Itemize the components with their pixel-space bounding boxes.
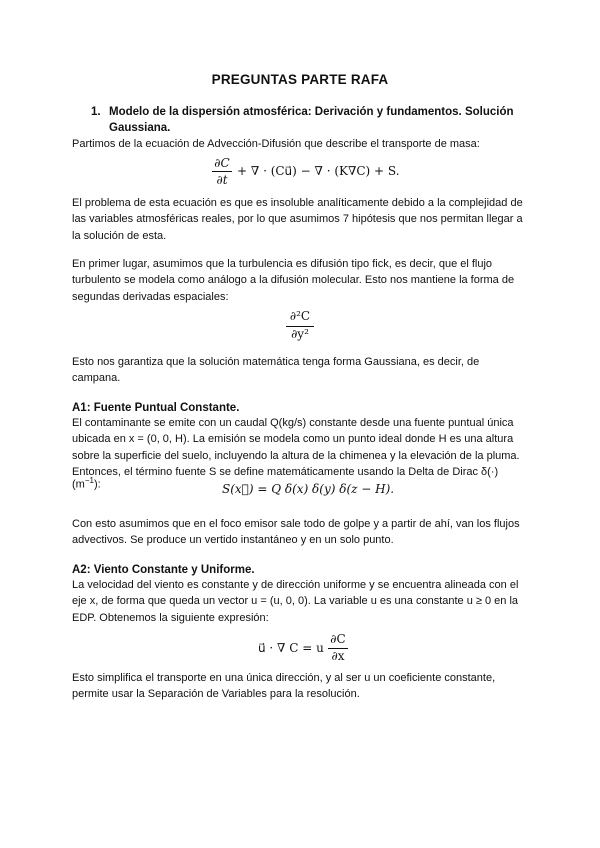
eq-lhs: u⃗ · ∇ C = u [258,641,324,655]
paragraph-intro: Partimos de la ecuación de Advección-Difusión que describe el transporte de masa: [72,138,480,150]
heading-a1: A1: Fuente Puntual Constante. [72,402,240,414]
equation-second-derivative [284,309,316,345]
heading-a2: A2: Viento Constante y Uniforme. [72,564,255,576]
paragraph-insoluble: El problema de esta ecuación es que es insoluble analíticamente debido a la complejidad de las variables atmosféricas reales, por lo que asumimos 7 hipótesis que nos permitan llegar a la solución de esta. [72,197,523,242]
eq-denominator: ∂x [331,649,345,663]
section-title: Modelo de la dispersión atmosférica: Derivación y fundamentos. Solución Gaussiana. [109,106,514,134]
equation-advection-diffusion [212,156,412,190]
eq-denominator: ∂t [216,173,228,187]
eq-denominator: ∂y² [291,327,309,341]
paragraph-fick: En primer lugar, asumimos que la turbulencia es difusión tipo fick, es decir, que el flujo turbulento se modela como análogo a la difusión molecular. Esto nos mantiene la forma de segundas derivadas espaciales: [72,258,515,303]
paragraph-gaussian: Esto nos garantiza que la solución matemática tenga forma Gaussiana, es decir, de campana. [72,356,480,385]
paragraph-a2-after: Esto simplifica el transporte en una única dirección, y al ser u un coeficiente constante, permite usar la Separación de Variables para la resolución. [72,672,496,701]
section-number: 1. [91,106,101,118]
page-title: PREGUNTAS PARTE RAFA [211,72,389,87]
eq-fraction-bar [212,171,232,172]
equation-wind [258,632,358,668]
paragraph-a2: La velocidad del viento es constante y de dirección uniforme y se encuentra alineada con el eje x, de forma que queda un vector u = (u, 0, 0). La variable u es una constante u ≥ 0 en la EDP. Obtenemos la siguiente expresión: [72,579,519,624]
eq-terms: + ∇ · (Cu⃗) − ∇ · (K∇C) + S. [237,164,400,178]
paragraph-a1: El contaminante se emite con un caudal Q(kg/s) constante desde una fuente puntual única ubicada en x = (0, 0, H). La emisión se modela como un punto ideal donde H es una altura sobre la superficie del suelo, incluyendo la altura de la chimenea y la elevación de la pluma. Entonces, el término fuente S se define matemáticamente usando la Delta de Dirac δ(·) [72,417,520,478]
eq-numerator: ∂²C [289,309,311,323]
units-label: $(m^{-1})$: [72,476,101,491]
eq-numerator: ∂C [214,156,230,170]
section-heading [91,104,531,136]
equation-source-term: S(x⃗) = Q δ(x) δ(y) δ(z − H). [222,482,395,496]
paragraph-a1-after: Con esto asumimos que en el foco emisor sale todo de golpe y a partir de ahí, van los flujos advectivos. Se produce un vertido instantáneo y en un solo punto. [72,518,520,547]
eq-numerator: ∂C [330,632,346,646]
